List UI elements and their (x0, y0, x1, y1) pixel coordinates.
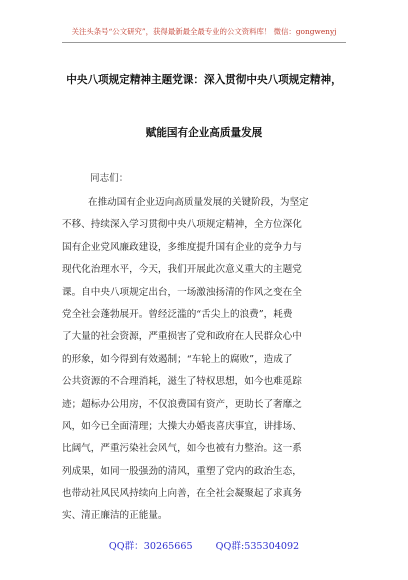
footer-qq-group-2: QQ群:535304092 (215, 541, 300, 552)
body-line: 不移、持续深入学习贯彻中央八项规定精神，全方位深化 (62, 219, 302, 231)
footer-qq-group-1: QQ群：30265665 (108, 541, 193, 552)
document-title-line-2: 赋能国有企业高质量发展 (145, 127, 263, 139)
body-line: 党全社会蓬勃展开。曾经泛滥的“舌尖上的浪费”，耗费 (62, 308, 293, 320)
body-line: 现代化治理水平，今天，我们开展此次意义重大的主题党 (62, 264, 302, 276)
page-footer (0, 538, 408, 552)
body-line: 在推动国有企业迈向高质量发展的关键阶段，为坚定 (88, 197, 309, 208)
body-line: 公共资源的不合理消耗，滋生了特权思想，如今也难觅踪 (62, 376, 302, 388)
body-line: 也带动社风民风持续向上向善，在全社会凝聚起了求真务 (62, 488, 302, 500)
body-line: 比阔气，严重污染社会风气，如今也被有力整治。这一系 (62, 443, 302, 455)
body-line: 了大量的社会资源，严重损害了党和政府在人民群众心中 (62, 331, 302, 343)
page-header: 关注头条号“公文研究”，获得最新最全最专业的公文资料库！ 微信：gongwenyj (71, 27, 337, 36)
body-paragraph (62, 192, 352, 528)
body-line: 迹；超标办公用房，不仅浪费国有资产，更助长了奢靡之 (62, 398, 302, 410)
body-line: 实、清正廉洁的正能量。 (62, 510, 168, 522)
body-line: 国有企业党风廉政建设，多维度提升国有企业的竞争力与 (62, 241, 302, 253)
document-title-line-1: 中央八项规定精神主题党课：深入贯彻中央八项规定精神， (66, 74, 342, 86)
body-line: 风，如今已全面清理；大操大办婚丧喜庆事宜，讲排场、 (62, 420, 302, 432)
body-line: 课。自中央八项规定出台，一场激浊扬清的作风之变在全 (62, 286, 302, 298)
body-line: 列成果，如同一股强劲的清风，重塑了党内的政治生态， (62, 465, 302, 477)
greeting: 同志们： (90, 173, 129, 184)
body-line: 的形象，如今得到有效遏制；“车轮上的腐败”，造成了 (62, 353, 293, 365)
header-divider (62, 42, 346, 43)
